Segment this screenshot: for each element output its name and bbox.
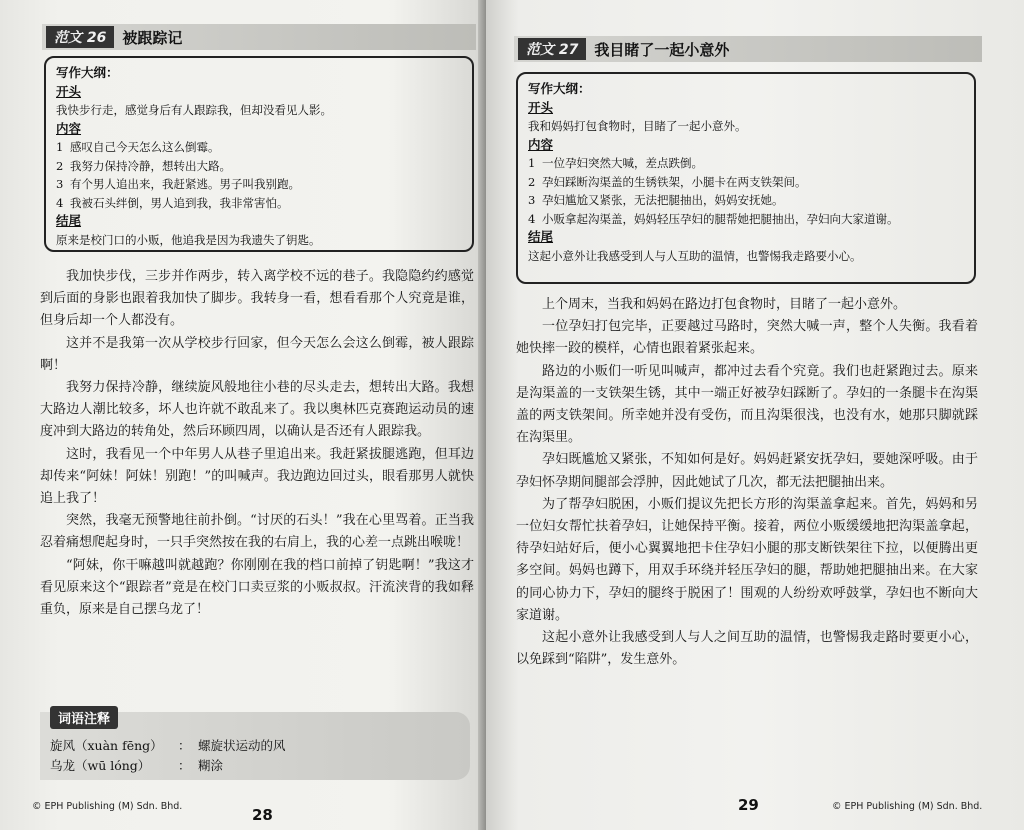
outline-item: 1 感叹自己今天怎么这么倒霉。: [56, 140, 220, 154]
essay-paragraph: “阿妹，你干嘛越叫就越跑？你刚刚在我的档口前掉了钥匙啊！”我这才看见原来这个“跟踪者”竟是在校门口卖豆浆的小贩叔叔。汗流浃背的我如释重负，原来是自己摆乌龙了！: [40, 557, 474, 618]
essay-paragraph: 我加快步伐，三步并作两步，转入离学校不远的巷子。我隐隐约约感觉到后面的身影也跟着我加快了脚步。我转身一看，想看看那个人究竟是谁，但身后却一个人都没有。: [40, 269, 474, 329]
outline-item: 2 我努力保持冷静，想转出大路。: [56, 158, 231, 173]
outline-ending-text: 这起小意外让我感受到人与人互助的温情，也警惕我走路要小心。: [528, 248, 862, 263]
essay-body: [516, 294, 978, 671]
right-page: [486, 0, 1024, 830]
essay-paragraph: 上个周末，当我和妈妈在路边打包食物时，目睹了一起小意外。: [542, 297, 907, 312]
page-number: 28: [252, 806, 273, 824]
essay-number-tag: 范文 26: [46, 26, 114, 48]
outline-ending-label: 结尾: [56, 213, 82, 228]
essay-paragraph: 突然，我毫无预警地往前扑倒。“讨厌的石头！”我在心里骂着。正当我忍着痛想爬起身时，一只手突然按在我的右肩上，我的心差一点跳出喉咙！: [40, 513, 474, 551]
essay-paragraph: 为了帮孕妇脱困，小贩们提议先把长方形的沟渠盖拿起来。首先，妈妈和另一位妇女帮忙扶着孕妇，让她保持平衡。接着，两位小贩缓缓地把沟渠盖拿起，待孕妇站好后，便小心翼翼地把卡住孕妇小腿的那支断铁架往下拉，以便腾出更多空间。妈妈也蹲下，用双手环绕并轻压孕妇的腿，帮助她把腿抽出来。在大家的同心协力下，孕妇的腿终于脱困了！围观的人纷纷欢呼鼓掌，孕妇也不断向大家道谢。: [516, 496, 978, 623]
essay-banner: [42, 24, 476, 50]
outline-content-label: 内容: [528, 136, 554, 152]
outline-intro-text: 我和妈妈打包食物时，目睹了一起小意外。: [528, 119, 747, 133]
glossary-tag: 词语注释: [50, 706, 118, 729]
essay-body: [40, 266, 474, 621]
outline-heading: 写作大纲：: [56, 65, 119, 80]
outline-ending-text: 原来是校门口的小贩，他追我是因为我遗失了钥匙。: [56, 232, 321, 247]
left-page: [0, 0, 486, 830]
outline-item: 1 一位孕妇突然大喊，差点跌倒。: [528, 156, 703, 170]
essay-paragraph: 路边的小贩们一听见叫喊声，都冲过去看个究竟。我们也赶紧跑过去。原来是沟渠盖的一支铁架生锈，其中一端正好被孕妇踩断了。孕妇的一条腿卡在沟渠盖的两支铁架间。所幸她并没有受伤，而且沟渠很浅，也没有水，她那只脚就踩在沟渠里。: [516, 363, 978, 446]
glossary-box: [40, 712, 470, 780]
essay-title: 被跟踪记: [122, 28, 183, 47]
outline-item: 3 孕妇尴尬又紧张，无法把腿抽出，妈妈安抚她。: [528, 193, 784, 207]
essay-paragraph: 这时，我看见一个中年男人从巷子里追出来。我赶紧拔腿逃跑，但耳边却传来“阿妹！阿妹！别跑！”的叫喊声。我边跑边回过头，眼看那男人就快追上我了！: [40, 446, 474, 507]
glossary-table: [50, 736, 286, 776]
outline-item: 4 我被石头绊倒，男人追到我，我非常害怕。: [56, 195, 289, 210]
essay-paragraph: 这并不是我第一次从学校步行回家，但今天怎么会这么倒霉，被人跟踪啊！: [40, 335, 474, 373]
essay-title: 我目睹了一起小意外: [594, 40, 730, 59]
essay-paragraph: 一位孕妇打包完毕，正要越过马路时，突然大喊一声，整个人失衡。我看着她快摔一跤的模样，心情也跟着紧张起来。: [516, 319, 978, 357]
page-number: 29: [738, 796, 759, 814]
outline-intro-label: 开头: [56, 83, 82, 99]
essay-paragraph: 孕妇既尴尬又紧张，不知如何是好。妈妈赶紧安抚孕妇，要她深呼吸。由于孕妇怀孕期间腿部会浮肿，因此她试了几次，都无法把腿抽出来。: [516, 452, 978, 490]
glossary-definition: 糊涂: [198, 758, 224, 773]
outline-intro-text: 我快步行走，感觉身后有人跟踪我，但却没看见人影。: [56, 103, 332, 117]
outline-content-label: 内容: [56, 120, 82, 136]
outline-intro-label: 开头: [528, 99, 554, 115]
outline-item: 2 孕妇踩断沟渠盖的生锈铁架，小腿卡在两支铁架间。: [528, 174, 807, 189]
writing-outline-box: [516, 72, 976, 284]
glossary-definition: 螺旋状运动的风: [198, 738, 286, 753]
outline-heading: 写作大纲：: [528, 81, 591, 96]
glossary-term: 旋风（xuàn fēng）: [50, 738, 163, 753]
outline-item: 3 有个男人追出来，我赶紧逃。男子叫我别跑。: [56, 177, 300, 191]
essay-number-tag: 范文 27: [518, 38, 586, 60]
glossary-entry: 旋风（xuàn fēng） ： 螺旋状运动的风: [50, 736, 286, 756]
glossary-entry: 乌龙（wū lóng） ： 糊涂: [50, 756, 286, 776]
outline-item: 4 小贩拿起沟渠盖，妈妈轻压孕妇的腿帮她把腿抽出，孕妇向大家道谢。: [528, 211, 899, 226]
essay-paragraph: 这起小意外让我感受到人与人之间互助的温情，也警惕我走路时要更小心，以免踩到“陷阱”，发生意外。: [516, 630, 978, 668]
glossary-term: 乌龙（wū lóng）: [50, 758, 151, 773]
writing-outline-box: [44, 56, 474, 252]
outline-ending-label: 结尾: [528, 229, 554, 244]
essay-paragraph: 我努力保持冷静，继续旋风般地往小巷的尽头走去，想转出大路。我想大路边人潮比较多，坏人也许就不敢乱来了。我以奥林匹克赛跑运动员的速度冲到大路边的转角处，然后环顾四周，以确认是否还有人跟踪我。: [40, 380, 474, 440]
essay-banner: [514, 36, 982, 62]
publisher-footer: © EPH Publishing (M) Sdn. Bhd.: [832, 801, 983, 812]
publisher-footer: © EPH Publishing (M) Sdn. Bhd.: [32, 801, 183, 812]
